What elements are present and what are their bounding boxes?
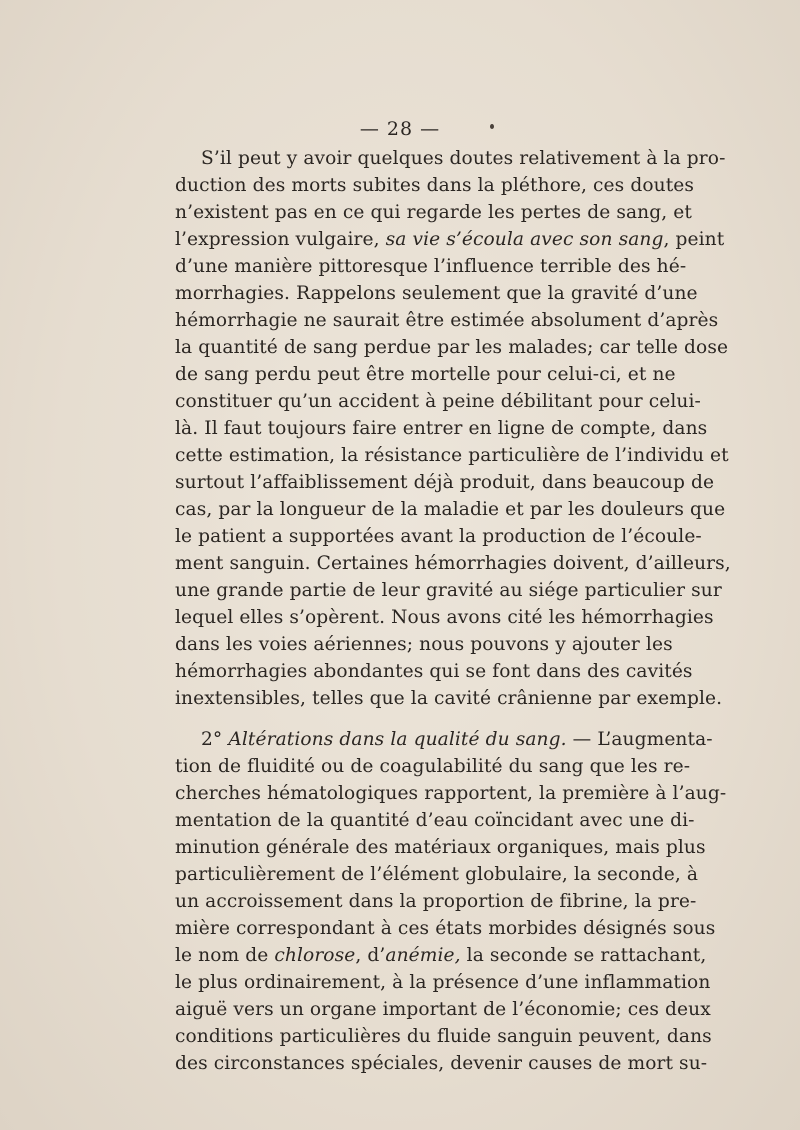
- text-line: particulièrement de l’élément globulaire, la seconde, à: [175, 864, 699, 885]
- text-line: inextensibles, telles que la cavité crânienne par exemple.: [175, 688, 723, 709]
- text-line: l’expression vulgaire, sa vie s’écoula avec son sang, peint: [175, 229, 725, 250]
- text-line: duction des morts subites dans la pléthore, ces doutes: [175, 175, 695, 196]
- text-line: le plus ordinairement, à la présence d’une inflammation: [175, 972, 711, 993]
- text-line: cas, par la longueur de la maladie et par les douleurs que: [175, 499, 726, 520]
- text-line: n’existent pas en ce qui regarde les pertes de sang, et: [175, 202, 692, 223]
- text-line: des circonstances spéciales, devenir causes de mort su-: [175, 1053, 708, 1074]
- italic-term: chlorose: [274, 945, 356, 966]
- text-line: le patient a supportées avant la production de l’écoule-: [175, 526, 702, 547]
- text-line: mière correspondant à ces états morbides désignés sous: [175, 918, 716, 939]
- text-line: conditions particulières du fluide sanguin peuvent, dans: [175, 1026, 712, 1047]
- text-line: cette estimation, la résistance particulière de l’individu et: [175, 445, 729, 466]
- text-line: ment sanguin. Certaines hémorrhagies doivent, d’ailleurs,: [175, 553, 731, 574]
- text-line: constituer qu’un accident à peine débilitant pour celui-: [175, 391, 701, 412]
- text-line: le nom de chlorose, d’anémie, la seconde se rattachant,: [175, 945, 707, 966]
- text-line: la quantité de sang perdue par les malades; car telle dose: [175, 337, 729, 358]
- page-number: — 28 —: [359, 118, 441, 140]
- text-line: un accroissement dans la proportion de fibrine, la pre-: [175, 891, 697, 912]
- italic-term: anémie,: [385, 945, 461, 966]
- text-line: morrhagies. Rappelons seulement que la gravité d’une: [175, 283, 698, 304]
- text-line: de sang perdu peut être mortelle pour celui-ci, et ne: [175, 364, 676, 385]
- text-line: S’il peut y avoir quelques doutes relativement à la pro-: [201, 148, 726, 169]
- text-line: dans les voies aériennes; nous pouvons y ajouter les: [175, 634, 673, 655]
- text-line: là. Il faut toujours faire entrer en ligne de compte, dans: [175, 418, 708, 439]
- text-line: hémorrhagies abondantes qui se font dans des cavités: [175, 661, 693, 682]
- text-line: cherches hématologiques rapportent, la première à l’aug-: [175, 783, 727, 804]
- text-line: hémorrhagie ne saurait être estimée absolument d’après: [175, 310, 719, 331]
- text-line: tion de fluidité ou de coagulabilité du sang que les re-: [175, 756, 691, 777]
- italic-phrase: sa vie s’écoula avec son sang: [385, 229, 664, 250]
- text-line: d’une manière pittoresque l’influence terrible des hé-: [175, 256, 687, 277]
- section-heading-italic: Altérations dans la qualité du sang.: [228, 729, 567, 750]
- text-line: 2° Altérations dans la qualité du sang. — L’augmenta-: [201, 729, 713, 750]
- text-line: lequel elles s’opèrent. Nous avons cité les hémorrhagies: [175, 607, 714, 628]
- text-line: aiguë vers un organe important de l’économie; ces deux: [175, 999, 711, 1020]
- text-line: surtout l’affaiblissement déjà produit, dans beaucoup de: [175, 472, 715, 493]
- ink-speck: [490, 124, 494, 129]
- text-line: mentation de la quantité d’eau coïncidant avec une di-: [175, 810, 695, 831]
- text-line: minution générale des matériaux organiques, mais plus: [175, 837, 706, 858]
- text-line: une grande partie de leur gravité au siége particulier sur: [175, 580, 722, 601]
